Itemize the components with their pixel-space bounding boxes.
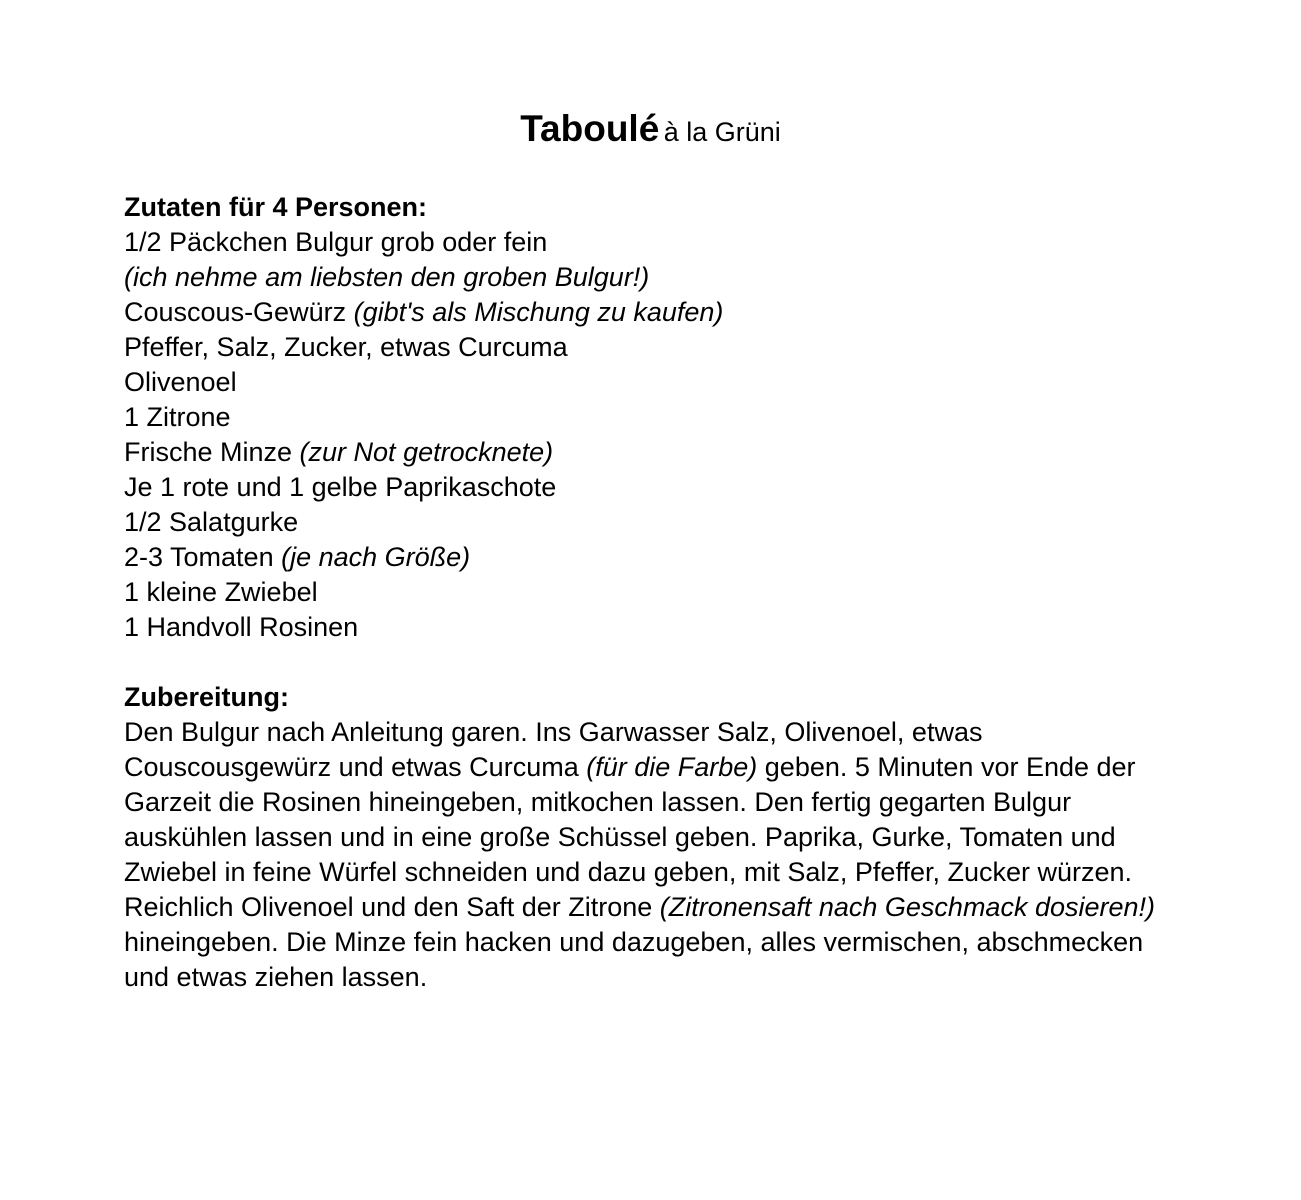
ingredient-item: 1 kleine Zwiebel xyxy=(124,577,318,607)
ingredient-item: (ich nehme am liebsten den groben Bulgur!) xyxy=(124,262,650,292)
title-main: Taboulé xyxy=(520,108,660,149)
ingredient-item: Je 1 rote und 1 gelbe Paprikaschote xyxy=(124,472,557,502)
ingredient-item: Frische Minze (zur Not getrocknete) xyxy=(124,437,554,467)
preparation-heading: Zubereitung: xyxy=(124,682,289,712)
ingredient-item: Couscous-Gewürz (gibt's als Mischung zu kaufen) xyxy=(124,297,724,327)
title-sub: à la Grüni xyxy=(663,117,781,147)
ingredient-item: 1 Zitrone xyxy=(124,402,231,432)
recipe-content xyxy=(124,190,1204,995)
section-spacer xyxy=(124,645,1204,680)
ingredient-item: Pfeffer, Salz, Zucker, etwas Curcuma xyxy=(124,332,568,362)
ingredient-item: 1/2 Päckchen Bulgur grob oder fein xyxy=(124,227,548,257)
ingredient-item: 1 Handvoll Rosinen xyxy=(124,612,359,642)
ingredients-list xyxy=(124,225,1204,645)
ingredient-item: Olivenoel xyxy=(124,367,237,397)
recipe-title xyxy=(0,104,1301,162)
ingredient-item: 2-3 Tomaten (je nach Größe) xyxy=(124,542,471,572)
ingredients-heading: Zutaten für 4 Personen: xyxy=(124,192,428,222)
preparation-text: Den Bulgur nach Anleitung garen. Ins Garwasser Salz, Olivenoel, etwas Couscousgewürz und etwas Curcuma (für die Farbe) geben. 5 Minuten vor Ende der Garzeit die Rosinen hineingeben, mitkochen lassen. Den fertig gegarten Bulgur auskühlen lassen und in eine große Schüssel geben. Paprika, Gurke, Tomaten und Zwiebel in feine Würfel schneiden und dazu geben, mit Salz, Pfeffer, Zucker würzen. Reichlich Olivenoel und den Saft der Zitrone (Zitronensaft nach Geschmack dosieren!) hineingeben. Die Minze fein hacken und dazugeben, alles vermischen, abschmecken und etwas ziehen lassen. xyxy=(124,717,1156,992)
ingredient-item: 1/2 Salatgurke xyxy=(124,507,299,537)
